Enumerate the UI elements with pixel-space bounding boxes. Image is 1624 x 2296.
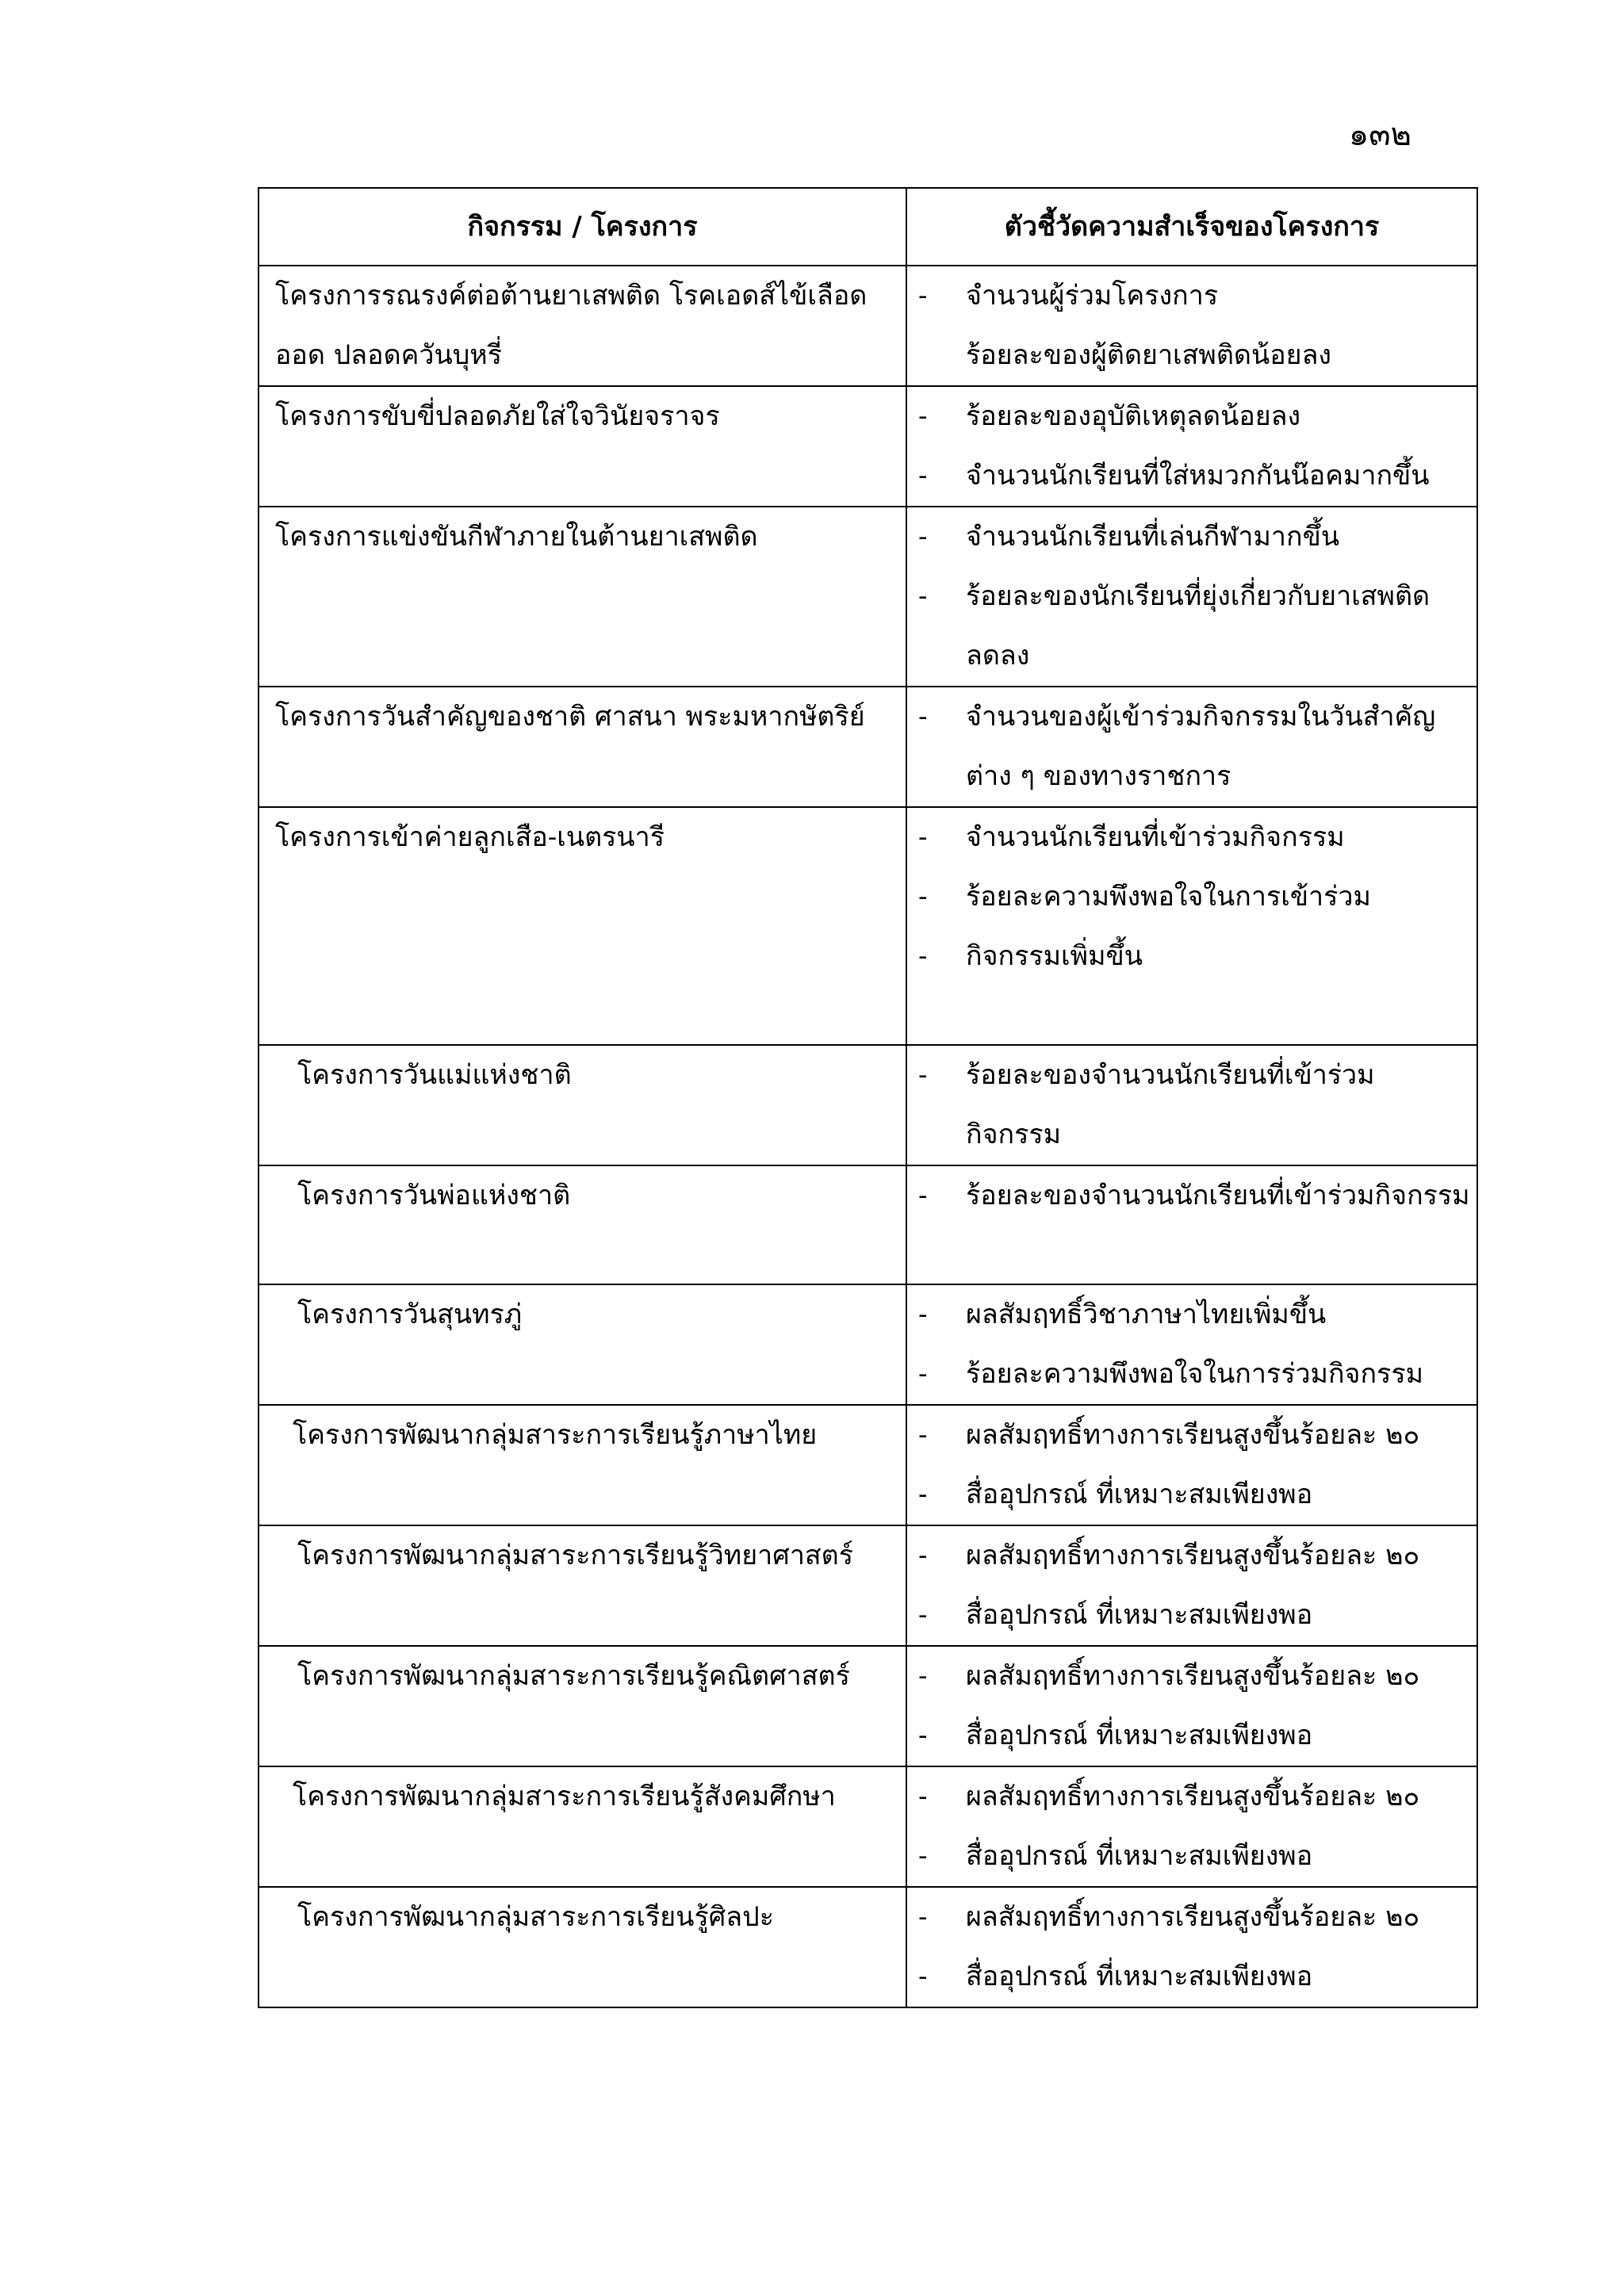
table-row [259,1646,1477,1766]
indicator-line [907,326,1477,385]
indicator-cell [906,1525,1477,1646]
indicator-text: จำนวนนักเรียนที่เล่นกีฬามากขึ้น [966,521,1340,553]
indicator-text: จำนวนผู้ร่วมโครงการ [966,280,1219,312]
indicator-line [907,266,1477,326]
activity-text: โครงการรณรงค์ต่อต้านยาเสพติด โรคเอดส์ไข้เลือด [275,280,868,312]
indicator-cell [906,1284,1477,1405]
indicator-dash: - [918,1660,928,1692]
activity-text: โครงการพัฒนากลุ่มสาระการเรียนรู้สังคมศึกษา [293,1781,836,1812]
table-row [259,1405,1477,1525]
indicator-text: สื่ออุปกรณ์ ที่เหมาะสมเพียงพอ [966,1479,1313,1510]
indicator-text: สื่ออุปกรณ์ ที่เหมาะสมเพียงพอ [966,1720,1313,1751]
indicator-text: ผลสัมฤทธิ์ทางการเรียนสูงขึ้นร้อยละ ๒๐ [966,1901,1420,1933]
activity-cell [259,687,906,807]
activity-cell [259,1405,906,1525]
indicator-line [907,1526,1477,1586]
indicator-dash: - [918,580,928,612]
indicator-cell [906,386,1477,507]
indicator-line [907,1706,1477,1766]
indicator-dash: - [918,1720,928,1751]
activity-cell [259,1766,906,1887]
indicator-line [907,808,1477,867]
activity-text: โครงการวันสำคัญของชาติ ศาสนา พระมหากษัตริย์ [275,701,865,733]
indicator-dash: - [918,1961,928,1992]
table-row [259,386,1477,507]
indicator-dash: - [918,940,928,972]
activity-text: โครงการเข้าค่ายลูกเสือ-เนตรนารี [275,821,665,853]
indicator-line [907,867,1477,927]
indicator-text: จำนวนนักเรียนที่ใส่หมวกกันน๊อคมากขึ้น [966,460,1430,492]
indicator-text: จำนวนของผู้เข้าร่วมกิจกรรมในวันสำคัญ [966,701,1436,733]
indicator-dash: - [918,881,928,913]
indicator-dash: - [918,1059,928,1091]
table-row [259,1887,1477,2007]
activity-cell [259,1045,906,1165]
table-row [259,266,1477,386]
activity-cell [259,1165,906,1284]
table-row [259,1165,1477,1284]
indicator-cell [906,1646,1477,1766]
activity-cell [259,386,906,507]
indicator-text: สื่ออุปกรณ์ ที่เหมาะสมเพียงพอ [966,1840,1313,1872]
indicator-line [907,446,1477,506]
indicator-dash: - [918,1540,928,1571]
indicator-line [907,387,1477,446]
indicator-text: สื่ออุปกรณ์ ที่เหมาะสมเพียงพอ [966,1599,1313,1631]
indicator-line [907,927,1477,986]
table-row [259,1045,1477,1165]
indicator-text: ลดลง [966,640,1030,672]
indicator-cell [906,1766,1477,1887]
indicator-text: จำนวนนักเรียนที่เข้าร่วมกิจกรรม [966,821,1345,853]
indicator-line [907,1947,1477,2007]
indicator-dash: - [918,1479,928,1510]
activity-text: โครงการพัฒนากลุ่มสาระการเรียนรู้ภาษาไทย [293,1419,818,1451]
indicator-line [907,747,1477,806]
indicator-text: ร้อยละของผู้ติดยาเสพติดน้อยลง [966,339,1332,371]
table-row [259,1284,1477,1405]
activity-text: โครงการวันพ่อแห่งชาติ [297,1180,571,1211]
indicator-dash: - [918,1781,928,1812]
indicator-line [907,1285,1477,1345]
indicator-text: ร้อยละของนักเรียนที่ยุ่งเกี่ยวกับยาเสพติด [966,580,1431,612]
indicator-text: สื่ออุปกรณ์ ที่เหมาะสมเพียงพอ [966,1961,1313,1992]
indicator-dash: - [918,400,928,432]
table-row [259,1525,1477,1646]
indicator-dash: - [918,821,928,853]
activity-text: โครงการพัฒนากลุ่มสาระการเรียนรู้ศิลปะ [297,1901,774,1933]
indicator-text: กิจกรรม [966,1119,1062,1150]
indicator-text: ร้อยละความพึงพอใจในการร่วมกิจกรรม [966,1358,1423,1390]
indicator-text: กิจกรรมเพิ่มขึ้น [966,940,1143,972]
indicator-dash: - [918,1840,928,1872]
project-indicator-table [258,187,1478,2008]
indicator-line [907,1465,1477,1525]
indicator-cell [906,807,1477,1045]
indicator-dash: - [918,280,928,312]
indicator-text: ร้อยละของจำนวนนักเรียนที่เข้าร่วมกิจกรรม [966,1180,1470,1211]
indicator-cell [906,1405,1477,1525]
activity-cell [259,1284,906,1405]
activity-cell [259,507,906,687]
indicator-line [907,1166,1477,1226]
indicator-text: ร้อยละของจำนวนนักเรียนที่เข้าร่วม [966,1059,1375,1091]
indicator-cell [906,1887,1477,2007]
activity-column-header: กิจกรรม / โครงการ [259,188,906,266]
indicator-column-header: ตัวชี้วัดความสำเร็จของโครงการ [906,188,1477,266]
indicator-line [907,1586,1477,1645]
activity-cell [259,1646,906,1766]
indicator-dash: - [918,521,928,553]
table-row [259,1766,1477,1887]
activity-cell [259,1887,906,2007]
indicator-dash: - [918,460,928,492]
activity-cell [259,1525,906,1646]
indicator-dash: - [918,1419,928,1451]
activity-text: โครงการขับขี่ปลอดภัยใส่ใจวินัยจราจร [275,400,720,432]
indicator-line [907,507,1477,567]
indicator-text: ร้อยละของอุบัติเหตุลดน้อยลง [966,400,1301,432]
indicator-cell [906,1165,1477,1284]
indicator-dash: - [918,1180,928,1211]
indicator-line [907,1767,1477,1827]
table-row [259,507,1477,687]
indicator-cell [906,507,1477,687]
activity-cell [259,807,906,1045]
indicator-cell [906,1045,1477,1165]
indicator-line [907,687,1477,747]
page-number: ๑๓๒ [1348,117,1411,153]
activity-text: ออด ปลอดควันบุหรี่ [275,339,502,371]
indicator-dash: - [918,1358,928,1390]
indicator-dash: - [918,1599,928,1631]
indicator-line [907,626,1477,686]
indicator-text: ผลสัมฤทธิ์วิชาภาษาไทยเพิ่มขึ้น [966,1299,1327,1330]
indicator-text: ต่าง ๆ ของทางราชการ [966,760,1231,792]
indicator-line [907,1647,1477,1706]
table-row [259,807,1477,1045]
indicator-line [907,1046,1477,1105]
table-row [259,687,1477,807]
indicator-line [907,1888,1477,1947]
indicator-cell [906,687,1477,807]
indicator-line [907,1406,1477,1465]
indicator-dash: - [918,1299,928,1330]
indicator-line [907,1827,1477,1886]
indicator-dash: - [918,1901,928,1933]
activity-text: โครงการพัฒนากลุ่มสาระการเรียนรู้คณิตศาสตร์ [297,1660,850,1692]
indicator-dash: - [918,701,928,733]
activity-text: โครงการวันสุนทรภู่ [297,1299,523,1330]
indicator-line [907,567,1477,626]
indicator-text: ร้อยละความพึงพอใจในการเข้าร่วม [966,881,1371,913]
indicator-line [907,1105,1477,1165]
indicator-cell [906,266,1477,386]
activity-text: โครงการแข่งขันกีฬาภายในต้านยาเสพติด [275,521,758,553]
indicator-text: ผลสัมฤทธิ์ทางการเรียนสูงขึ้นร้อยละ ๒๐ [966,1540,1420,1571]
activity-text: โครงการพัฒนากลุ่มสาระการเรียนรู้วิทยาศาสตร์ [297,1540,854,1571]
activity-text: โครงการวันแม่แห่งชาติ [297,1059,572,1091]
indicator-text: ผลสัมฤทธิ์ทางการเรียนสูงขึ้นร้อยละ ๒๐ [966,1419,1420,1451]
indicator-text: ผลสัมฤทธิ์ทางการเรียนสูงขึ้นร้อยละ ๒๐ [966,1781,1420,1812]
table-header-row [259,188,1477,266]
activity-cell [259,266,906,386]
indicator-line [907,1345,1477,1404]
indicator-text: ผลสัมฤทธิ์ทางการเรียนสูงขึ้นร้อยละ ๒๐ [966,1660,1420,1692]
